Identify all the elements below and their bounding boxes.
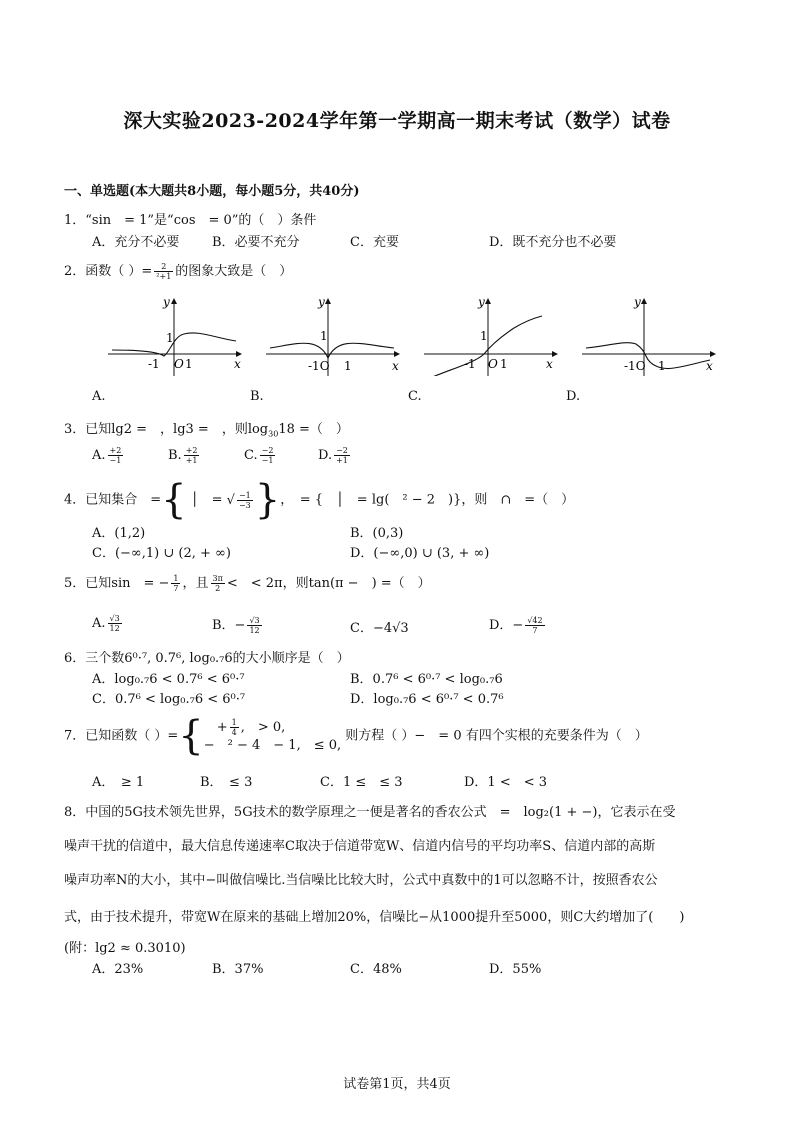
q3-d-den: +1 — [336, 456, 348, 465]
q5-option-d — [489, 614, 547, 635]
q7-row2: − ² − 4 − 1, ≤ 0, — [203, 737, 342, 753]
graph-c-x: x — [546, 357, 553, 371]
q3-c-label: C. — [244, 448, 258, 463]
q5-option-b — [212, 614, 264, 635]
q4-option-a: A．(1,2) — [92, 526, 146, 541]
q3-b-label: B. — [168, 448, 182, 463]
q4-sqrt-den: −3 — [238, 500, 251, 510]
q3-a-label: A. — [92, 448, 106, 463]
q5-stem-mid: ，且 — [182, 576, 209, 591]
q3-option-d — [318, 446, 352, 465]
q8-option-d: D．55% — [489, 962, 542, 977]
graph-c-y: y — [478, 296, 485, 309]
graph-c — [424, 296, 564, 376]
q2-option-d: D. — [566, 389, 581, 404]
q5-b-num: √3 — [249, 616, 260, 625]
q7-option-a: A． ≥ 1 — [92, 775, 145, 790]
graph-d-one-x: 1 — [658, 359, 666, 373]
q7-stem-pre: 7．已知函数（ ）= — [64, 728, 179, 744]
q3-option-a — [92, 446, 125, 465]
q3-d-label: D. — [318, 448, 333, 463]
graph-b-neg-one-o: -1O — [308, 359, 330, 373]
q7-brace: { — [178, 713, 204, 759]
q5-stem-post: < < 2π，则tan(π − ) =（ ） — [226, 576, 431, 591]
q4-option-b: B．(0,3) — [350, 526, 404, 541]
q5-d-den: 7 — [532, 626, 538, 635]
q6-option-c: C．0.7⁶ < log₀.₇6 < 6⁰·⁷ — [92, 692, 246, 707]
q3-b-num: +2 — [185, 446, 198, 455]
graph-b-x: x — [392, 359, 399, 373]
q5-b-label: B．− — [212, 618, 246, 633]
q7-option-b: B． ≤ 3 — [200, 775, 253, 790]
q1-stem: 1．“sin = 1”是“cos = 0”的（ ）条件 — [64, 213, 317, 228]
q7-row1-pre: + — [203, 719, 228, 735]
graph-a-x: x — [234, 357, 241, 371]
q3-a-num: +2 — [109, 446, 122, 455]
q8-line-3: 噪声功率N的大小，其中−叫做信噪比.当信噪比比较大时，公式中真数中的1可以忽略不计，按照香农公 — [64, 873, 658, 888]
graph-c-origin: O — [488, 357, 498, 371]
graph-d-y: y — [634, 296, 641, 309]
q7-row1-frac — [230, 718, 239, 737]
q7-piecewise — [204, 718, 341, 755]
graph-a-y: y — [163, 296, 170, 309]
q5-stem-pre: 5．已知sin = − — [64, 576, 170, 591]
q4-sqrt-num: −1 — [238, 490, 251, 500]
q7-option-d: D．1 < < 3 — [464, 775, 548, 790]
q8-line-1: 8．中国的5G技术领先世界，5G技术的数学原理之一便是著名的香农公式 = log₂(1 + −)，它表示在受 — [64, 805, 676, 820]
q5-f2-den: 2 — [215, 584, 221, 593]
q3-stem — [64, 418, 349, 439]
q3-a-frac — [108, 446, 124, 465]
q5-frac1 — [171, 574, 180, 593]
q1-option-a: A．充分不必要 — [92, 235, 180, 250]
graph-a — [108, 296, 248, 376]
q3-b-den: +1 — [185, 456, 198, 465]
q5-option-a — [92, 614, 124, 633]
graph-c-one: 1 — [480, 329, 488, 343]
q5-b-frac — [247, 616, 261, 635]
q4-option-c: C．(−∞,1) ∪ (2, + ∞) — [92, 546, 231, 561]
q5-f1-den: 7 — [173, 584, 179, 593]
q3-a-den: −1 — [109, 456, 122, 465]
q2-fraction — [154, 262, 173, 281]
q8-option-c: C．48% — [350, 962, 402, 977]
q2-stem-pre: 2．函数（ ）= — [64, 264, 153, 279]
graph-a-neg-one: -1 — [148, 357, 160, 371]
q5-stem — [64, 572, 431, 593]
q2-option-c: C. — [408, 389, 422, 404]
q1-option-b: B．必要不充分 — [212, 235, 300, 250]
q3-d-frac — [334, 446, 350, 465]
q2-option-b: B. — [250, 389, 264, 404]
q3-c-frac — [260, 446, 276, 465]
page-footer: 试卷第1页，共4页 — [343, 1077, 451, 1092]
q6-option-d: D．log₀.₇6 < 6⁰·⁷ < 0.7⁶ — [350, 692, 504, 707]
q5-f2-num: 3π — [212, 574, 223, 583]
graph-b — [266, 296, 406, 376]
q5-a-frac — [108, 614, 122, 633]
q5-frac2 — [211, 574, 225, 593]
q8-option-a: A．23% — [92, 962, 144, 977]
q1-option-d: D．既不充分也不必要 — [489, 235, 617, 250]
graph-d-x: x — [706, 359, 713, 373]
q4-set-a: │ = — [190, 492, 223, 508]
q2-frac-den: ²+1 — [156, 272, 172, 281]
q4-stem — [64, 477, 575, 523]
q2-stem-post: 的图象大致是（ ） — [175, 264, 293, 279]
q4-sqrt: √ $\frac{-1}{-3}$ — [226, 490, 251, 510]
graph-b-one-x: 1 — [344, 359, 352, 373]
q3-c-num: −2 — [261, 446, 274, 455]
q4-stem-mid: ， = { │ = lg( ² − 2 )}，则 ∩ =（ ） — [280, 492, 575, 508]
section-heading: 一、单选题(本大题共8小题，每小题5分，共40分) — [64, 184, 360, 199]
q5-option-c: C．−4√3 — [350, 621, 409, 636]
graph-c-neg-one: -1 — [464, 357, 476, 371]
graph-c-one-x: 1 — [500, 357, 508, 371]
q8-line-2: 噪声干扰的信道中，最大信息传递速率C取决于信道带宽W、信道内信号的平均功率S、信道内部的高斯 — [64, 839, 656, 854]
q3-b-frac — [184, 446, 200, 465]
graph-d-neg-one-o: -1O — [624, 359, 646, 373]
graph-d — [582, 296, 722, 376]
q3-log-base: 30 — [268, 429, 279, 439]
q2-option-a: A. — [92, 389, 106, 404]
q7-option-c: C．1 ≤ ≤ 3 — [320, 775, 403, 790]
q7-row1-den: 4 — [231, 727, 237, 737]
q8-line-5: (附：lg2 ≈ 0.3010) — [64, 941, 186, 956]
q3-option-b — [168, 446, 201, 465]
q3-stem-post: 18 =（ ） — [278, 422, 349, 437]
q7-row1-post: , > 0, — [240, 719, 286, 735]
q5-b-den: 12 — [249, 626, 260, 635]
graph-b-y: y — [318, 296, 325, 309]
graph-a-one: 1 — [166, 331, 174, 345]
q5-a-den: 12 — [109, 624, 120, 633]
q3-d-num: −2 — [336, 446, 348, 455]
q8-option-b: B．37% — [212, 962, 264, 977]
graph-a-one-x: 1 — [185, 357, 193, 371]
q5-f1-num: 1 — [173, 574, 179, 583]
q5-d-label: D．− — [489, 618, 524, 633]
q4-brace-open: { — [161, 477, 187, 523]
q7-stem — [64, 713, 648, 759]
q5-a-label: A. — [92, 616, 106, 631]
q2-stem — [64, 260, 292, 281]
q6-option-b: B．0.7⁶ < 6⁰·⁷ < log₀.₇6 — [350, 672, 503, 687]
q3-c-den: −1 — [261, 456, 274, 465]
q8-line-4: 式，由于技术提升，带宽W在原来的基础上增加20%，信噪比−从1000提升至5000，则C大约增加了( ) — [64, 910, 685, 925]
q4-option-d: D．(−∞,0) ∪ (3, + ∞) — [350, 546, 490, 561]
q7-row1 — [204, 718, 341, 737]
page-title: 深大实验2023-2024学年第一学期高一期末考试（数学）试卷 — [123, 110, 671, 132]
q6-option-a: A．log₀.₇6 < 0.7⁶ < 6⁰·⁷ — [92, 672, 245, 687]
q4-stem-pre: 4．已知集合 = — [64, 492, 162, 508]
q7-row1-num: 1 — [231, 717, 237, 727]
q1-option-c: C．充要 — [350, 235, 399, 250]
q6-stem: 6．三个数6⁰·⁷, 0.7⁶, log₀.₇6的大小顺序是（ ） — [64, 651, 350, 666]
q2-frac-num: 2 — [154, 262, 173, 272]
graph-a-origin: O — [174, 357, 184, 371]
q3-stem-pre: 3．已知lg2 = ，lg3 = ，则log — [64, 422, 269, 437]
graph-b-one: 1 — [320, 329, 328, 343]
q4-brace-close: } — [254, 477, 281, 523]
q5-d-frac — [525, 616, 544, 635]
q5-d-num: √42 — [527, 616, 543, 625]
q5-a-num: √3 — [109, 614, 120, 623]
q7-stem-post: 则方程（ ）− = 0 有四个实根的充要条件为（ ） — [345, 728, 648, 744]
q3-option-c — [244, 446, 277, 465]
